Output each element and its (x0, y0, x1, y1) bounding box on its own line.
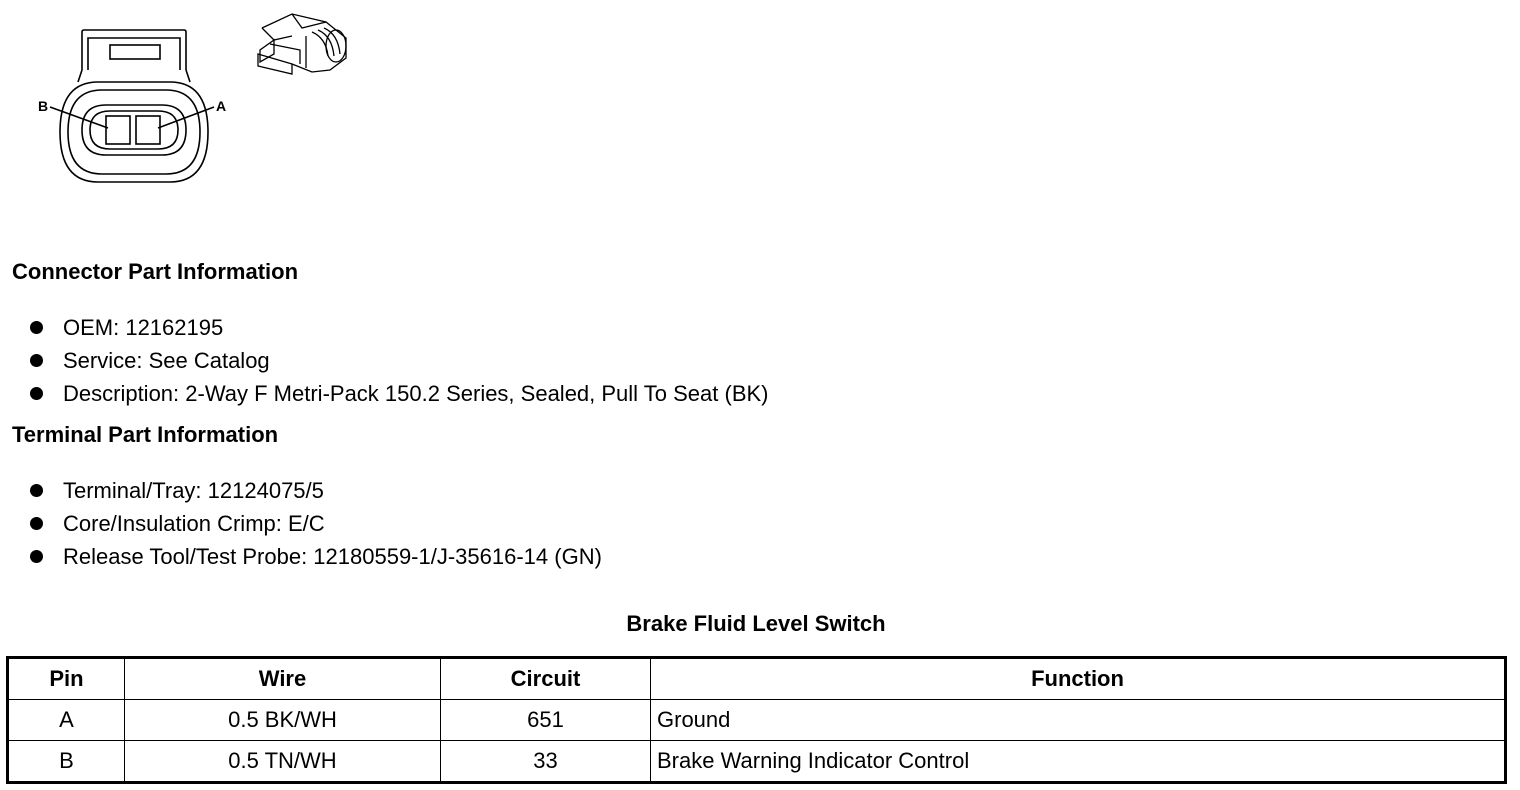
bullet-icon (30, 387, 43, 400)
bullet-icon (30, 321, 43, 334)
pinout-table (6, 656, 1507, 784)
cavity-b (106, 116, 130, 144)
cavity-a (136, 116, 160, 144)
terminal-part-info-heading: Terminal Part Information (12, 422, 279, 447)
pin-label-a: A (216, 98, 227, 114)
function-cell: Ground (651, 700, 1506, 741)
pin-cell: B (8, 741, 125, 783)
release-tool: Release Tool/Test Probe: 12180559-1/J-35616-14 (GN) (63, 544, 602, 569)
bullet-icon (30, 517, 43, 530)
bullet-icon (30, 354, 43, 367)
column-header-function: Function (651, 658, 1506, 700)
function-cell: Brake Warning Indicator Control (651, 741, 1506, 783)
connector-iso-view (258, 14, 346, 74)
table-row (8, 700, 1506, 741)
connector-description: Description: 2-Way F Metri-Pack 150.2 Series, Sealed, Pull To Seat (BK) (63, 381, 769, 406)
connector-part-info-list (28, 311, 769, 410)
list-item (28, 540, 602, 573)
list-item (28, 377, 769, 410)
terminal-part-info-list (28, 474, 602, 573)
list-item (28, 311, 769, 344)
list-item (28, 507, 602, 540)
circuit-cell: 651 (441, 700, 651, 741)
circuit-cell: 33 (441, 741, 651, 783)
column-header-wire: Wire (125, 658, 441, 700)
terminal-tray: Terminal/Tray: 12124075/5 (63, 478, 324, 503)
bullet-icon (30, 484, 43, 497)
column-header-circuit: Circuit (441, 658, 651, 700)
table-header-row (8, 658, 1506, 700)
wire-cell: 0.5 TN/WH (125, 741, 441, 783)
pin-table-title: Brake Fluid Level Switch (626, 611, 886, 636)
table-row (8, 741, 1506, 783)
pin-cell: A (8, 700, 125, 741)
service-info: Service: See Catalog (63, 348, 270, 373)
connector-part-info-heading: Connector Part Information (12, 259, 299, 284)
list-item (28, 344, 769, 377)
connector-face-illustration (30, 10, 370, 195)
pin-label-b: B (38, 98, 49, 114)
oem-number: OEM: 12162195 (63, 315, 224, 340)
connector-drawing (30, 10, 370, 195)
crimp-info: Core/Insulation Crimp: E/C (63, 511, 325, 536)
bullet-icon (30, 550, 43, 563)
list-item (28, 474, 602, 507)
wire-cell: 0.5 BK/WH (125, 700, 441, 741)
leader-line-b (50, 107, 108, 128)
column-header-pin: Pin (8, 658, 125, 700)
